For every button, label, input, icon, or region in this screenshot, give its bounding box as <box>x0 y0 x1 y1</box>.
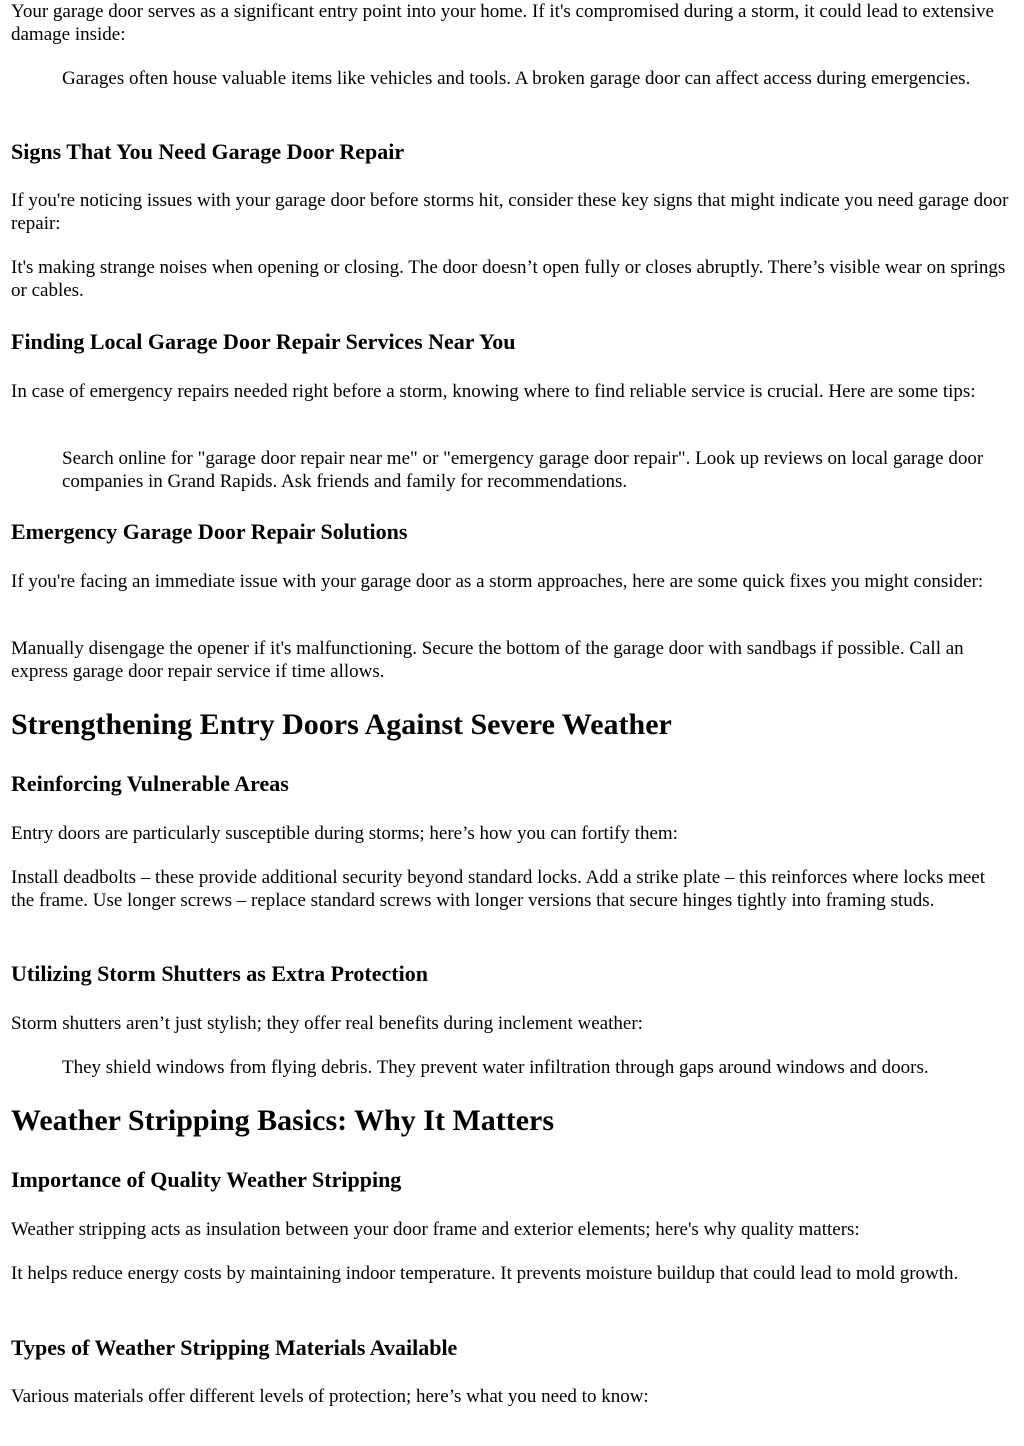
heading-finding-services: Finding Local Garage Door Repair Services Near You <box>11 329 516 354</box>
heading-emergency-solutions: Emergency Garage Door Repair Solutions <box>11 519 408 544</box>
finding-tips-quote: Search online for "garage door repair near me" or "emergency garage door repair". Look up reviews on local garage door companies in Grand Rapids. Ask friends and family for recommendations. <box>62 448 984 492</box>
heading-importance-stripping: Importance of Quality Weather Stripping <box>11 1167 402 1192</box>
heading-signs-repair: Signs That You Need Garage Door Repair <box>11 139 405 164</box>
signs-list-paragraph: It's making strange noises when opening or closing. The door doesn’t open fully or closes abruptly. There’s visible wear on springs or cables. <box>11 257 1006 301</box>
heading-storm-shutters: Utilizing Storm Shutters as Extra Protection <box>11 961 428 986</box>
reinforcing-steps-paragraph: Install deadbolts – these provide additional security beyond standard locks. Add a strike plate – this reinforces where locks meet the frame. Use longer screws – replace standard screws with longer versions that secure hinges tightly into framing studs. <box>11 867 986 911</box>
types-intro-paragraph: Various materials offer different levels of protection; here’s what you need to know: <box>11 1386 649 1407</box>
garage-value-quote: Garages often house valuable items like vehicles and tools. A broken garage door can affect access during emergencies. <box>62 68 971 89</box>
heading-reinforcing: Reinforcing Vulnerable Areas <box>11 771 289 796</box>
finding-intro-paragraph: In case of emergency repairs needed right before a storm, knowing where to find reliable service is crucial. Here are some tips: <box>11 381 976 402</box>
shutters-benefits-quote: They shield windows from flying debris. They prevent water infiltration through gaps around windows and doors. <box>62 1057 929 1078</box>
importance-intro-paragraph: Weather stripping acts as insulation between your door frame and exterior elements; here's why quality matters: <box>11 1219 860 1240</box>
shutters-intro-paragraph: Storm shutters aren’t just stylish; they offer real benefits during inclement weather: <box>11 1013 643 1034</box>
heading-weather-stripping: Weather Stripping Basics: Why It Matters <box>11 1104 555 1137</box>
intro-paragraph: Your garage door serves as a significant entry point into your home. If it's compromised during a storm, it could lead to extensive damage inside: <box>11 1 994 45</box>
heading-stripping-types: Types of Weather Stripping Materials Available <box>11 1335 458 1360</box>
emergency-intro-paragraph: If you're facing an immediate issue with your garage door as a storm approaches, here are some quick fixes you might consider: <box>11 571 984 592</box>
heading-entry-doors: Strengthening Entry Doors Against Severe Weather <box>11 708 672 741</box>
emergency-fixes-paragraph: Manually disengage the opener if it's malfunctioning. Secure the bottom of the garage door with sandbags if possible. Call an express garage door repair service if time allows. <box>11 638 964 682</box>
importance-benefits-paragraph: It helps reduce energy costs by maintaining indoor temperature. It prevents moisture buildup that could lead to mold growth. <box>11 1263 959 1284</box>
signs-intro-paragraph: If you're noticing issues with your garage door before storms hit, consider these key signs that might indicate you need garage door repair: <box>11 190 1009 234</box>
reinforcing-intro-paragraph: Entry doors are particularly susceptible during storms; here’s how you can fortify them: <box>11 823 678 844</box>
